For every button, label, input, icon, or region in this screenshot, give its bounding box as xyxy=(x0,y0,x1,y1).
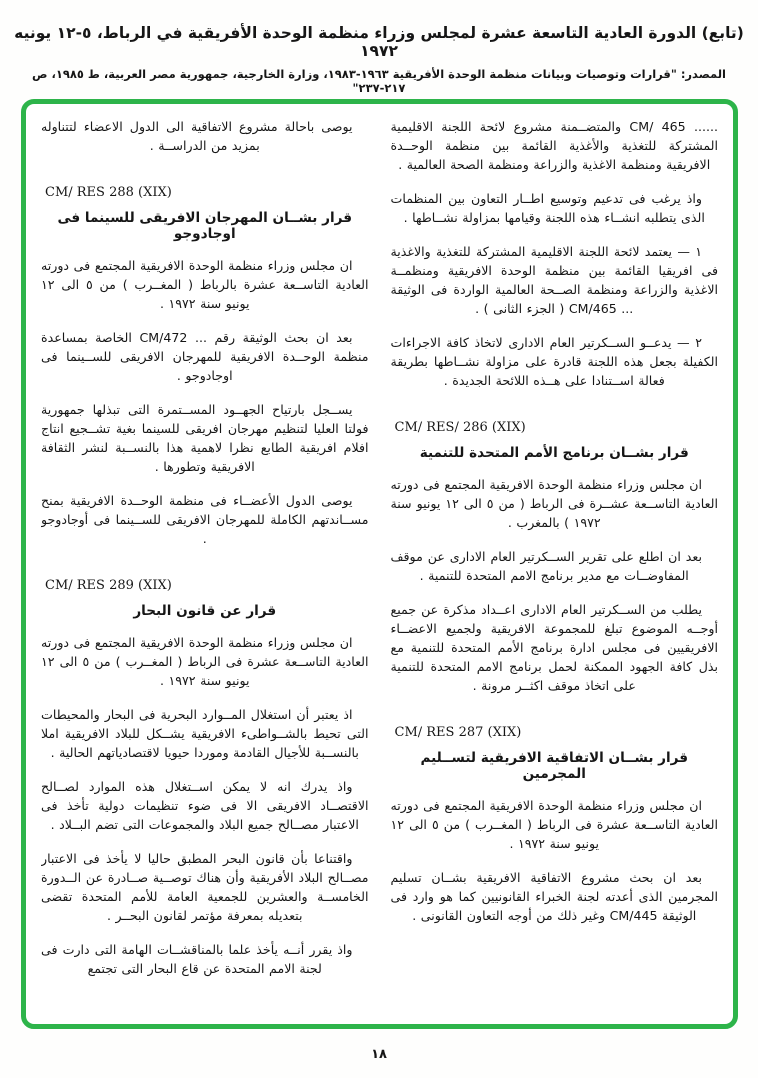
numbered-clause-2: ٢ — يدعــو الســكرتير العام الادارى لاتخاذ كافة الاجراءات الكفيلة بجعل هذه اللجنة قادرة على مزاولة نشــاطها بطريقة فعالة اســتنادا على هــذه اللائحة الجديدة . xyxy=(390,335,718,388)
page-footer xyxy=(0,1043,758,1062)
paragraph: بعد ان اطلع على تقرير الســكرتير العام الادارى عن موقف المفاوضــات مع مدير برنامج الامم المتحدة للتنمية . xyxy=(390,549,702,583)
paragraph: واذ يرغب فى تدعيم وتوسيع اطــار التعاون بين المنظمات الذى يتطلبه انشــاء هذه اللجنة وقيامها بمزاولة نشــاطها . xyxy=(390,191,705,225)
paragraph: يوصى الدول الأعضــاء فى منظمة الوحــدة الافريقية بمنح مســاندتهم الكاملة للمهرجان الافريقى للســينما فى أوجادوجو . xyxy=(41,493,369,546)
column-right xyxy=(391,117,719,1014)
document-body xyxy=(41,117,718,1014)
paragraph: ان مجلس وزراء منظمة الوحدة الافريقية المجتمع فى دورته العادية التاســعة عشرة فى الرباط ( المغــرب ) من ٥ الى ١٢ يونيو سنة ١٩٧٢ . xyxy=(41,635,369,688)
page-frame xyxy=(21,99,738,1029)
paragraph: ان مجلس وزراء منظمة الوحدة الافريقية المجتمع فى دورته العادية التاســعة عشرة فى الرباط ( المغــرب ) من ٥ الى ١٢ يونيو سنة ١٩٧٢ . xyxy=(390,798,718,851)
paragraph: ان مجلس وزراء منظمة الوحدة الافريقية المجتمع فى دورته العادية التاســعة عشــرة فى الرباط ( من ٥ الى ١٢ يونيو سنة ١٩٧٢ ) بالمغرب . xyxy=(390,477,718,530)
resolution-title-289: قرار عن قانون البحار xyxy=(133,603,277,619)
column-left xyxy=(41,117,369,1014)
paragraph: واقتناعا بأن قانون البحر المطبق حاليا لا يأخذ فى الاعتبار مصــالح البلاد الأفريقية وأن هناك توصــية صــادرة عن الــدورة الخامســة والعشرين للجمعية العامة للأمم المتحدة تقضى بتعديله بمعرفة مؤتمر لقانون البحــر . xyxy=(41,851,369,923)
resolution-title-288: قرار بشــان المهرجان الافريقى للسينما فى اوجادوجو xyxy=(57,210,352,242)
page-header xyxy=(0,24,758,95)
paragraph: بعد ان بحث الوثيقة رقم ... CM/472 الخاصة بمساعدة منظمة الوحــدة الافريقية للمهرجان الافريقى للســينما فى اوجادوجو . xyxy=(41,330,369,383)
resolution-code-289: CM/ RES 289 (XIX) xyxy=(45,578,172,593)
numbered-clause-1: ١ — يعتمد لائحة اللجنة الاقليمية المشتركة للتغذية والاغذية فى افريقيا القائمة بين منظمة الوحدة الافريقية ومنظمــة الاغذية والزراعة ومنظمة الصــحة العالمية الواردة فى الوثيقة ... CM/465 ( الجزء الثانى ) . xyxy=(390,244,718,316)
paragraph: يطلب من الســكرتير العام الادارى اعــداد مذكرة عن جميع أوجــه الموضوع تبلغ للمجموعة الافريقية ولجميع الاعضــاء الافريقيين فى مجلس ادارة برنامج الأمم المتحدة للتنمية مع بذل كافة الجهود الممكنة لحمل برنامج الامم المتحدة للتنمية على اتخاذ موقف اكثــر مرونة . xyxy=(390,602,718,693)
paragraph: واذ يقرر أنــه يأخذ علما بالمناقشــات الهامة التى دارت فى لجنة الامم المتحدة عن قاع البحار التى تجتمع xyxy=(41,942,353,976)
resolution-code-286: CM/ RES/ 286 (XIX) xyxy=(394,420,526,435)
resolution-code-287: CM/ RES 287 (XIX) xyxy=(394,725,522,740)
paragraph: يوصى باحالة مشروع الاتفاقية الى الدول الاعضاء لتتناوله بمزيد من الدراســة . xyxy=(41,119,353,153)
resolution-code-288: CM/ RES 288 (XIX) xyxy=(45,185,172,200)
paragraph: بعد ان بحث مشروع الاتفاقية الافريقية بشــان تسليم المجرمين الذى أعدته لجنة الخبراء القانونيين كما هو وارد فى الوثيقة CM/445 وغير ذلك من أوجه التعاون القانونى . xyxy=(390,870,718,923)
resolution-title-287: قرار بشــان الاتفاقية الافريقية لتســليم المجرمين xyxy=(420,750,689,782)
session-title: (تابع) الدورة العادية التاسعة عشرة لمجلس وزراء منظمة الوحدة الأفريقية في الرباط، ٥-١٢ يونيه ١٩٧٢ xyxy=(14,24,744,60)
page-number: ١٨ xyxy=(371,1047,387,1062)
paragraph: ان مجلس وزراء منظمة الوحدة الافريقية المجتمع فى دورته العادية التاســعة عشرة بالرباط ( المغــرب ) من ٥ الى ١٢ يونيو سنة ١٩٧٢ . xyxy=(41,258,369,311)
paragraph: اذ يعتبر أن استغلال المــوارد البحرية فى البحار والمحيطات التى تحيط بالشــواطىء الافريقية يشــكل للبلاد الافريقية املا بالنســبة للأجيال القادمة وموردا حيويا لاقتصادياتهم الحالية . xyxy=(41,707,369,760)
resolution-title-286: قرار بشــان برنامج الأمم المتحدة للتنمية xyxy=(419,445,689,461)
continuation-paragraph: ...... CM/ 465 والمتضــمنة مشروع لائحة اللجنة الاقليمية المشتركة للتغذية والأغذية القائمة بين منظمة الوحــدة الافريقية ومنظمة الاغذية والزراعة ومنظمة الصحة العالمية . xyxy=(390,119,718,172)
paragraph: يســجل بارتياح الجهــود المســتمرة التى تبذلها جمهورية فولتا العليا لتنظيم مهرجان افريقى للسينما بغية تشــجيع انتاج افلام افريقية الطابع نظرا لاهمية هذا بالنســبة لنشر الثقافة الافريقية وتطورها . xyxy=(41,402,369,474)
source-citation: المصدر: "قرارات وتوصيات وبيانات منظمة الوحدة الأفريقية ١٩٦٣-١٩٨٣، وزارة الخارجية، جمهورية مصر العربية، ط ١٩٨٥، ص ٢١٧-٢٣٧" xyxy=(31,67,726,95)
paragraph: واذ يدرك انه لا يمكن اســتغلال هذه الموارد لصــالح الاقتصــاد الافريقى الا فى ضوء تنظيمات دولية تأخذ فى الاعتبار مصــالح جميع البلاد والمجموعات التى تضم البــلاد . xyxy=(41,779,369,832)
